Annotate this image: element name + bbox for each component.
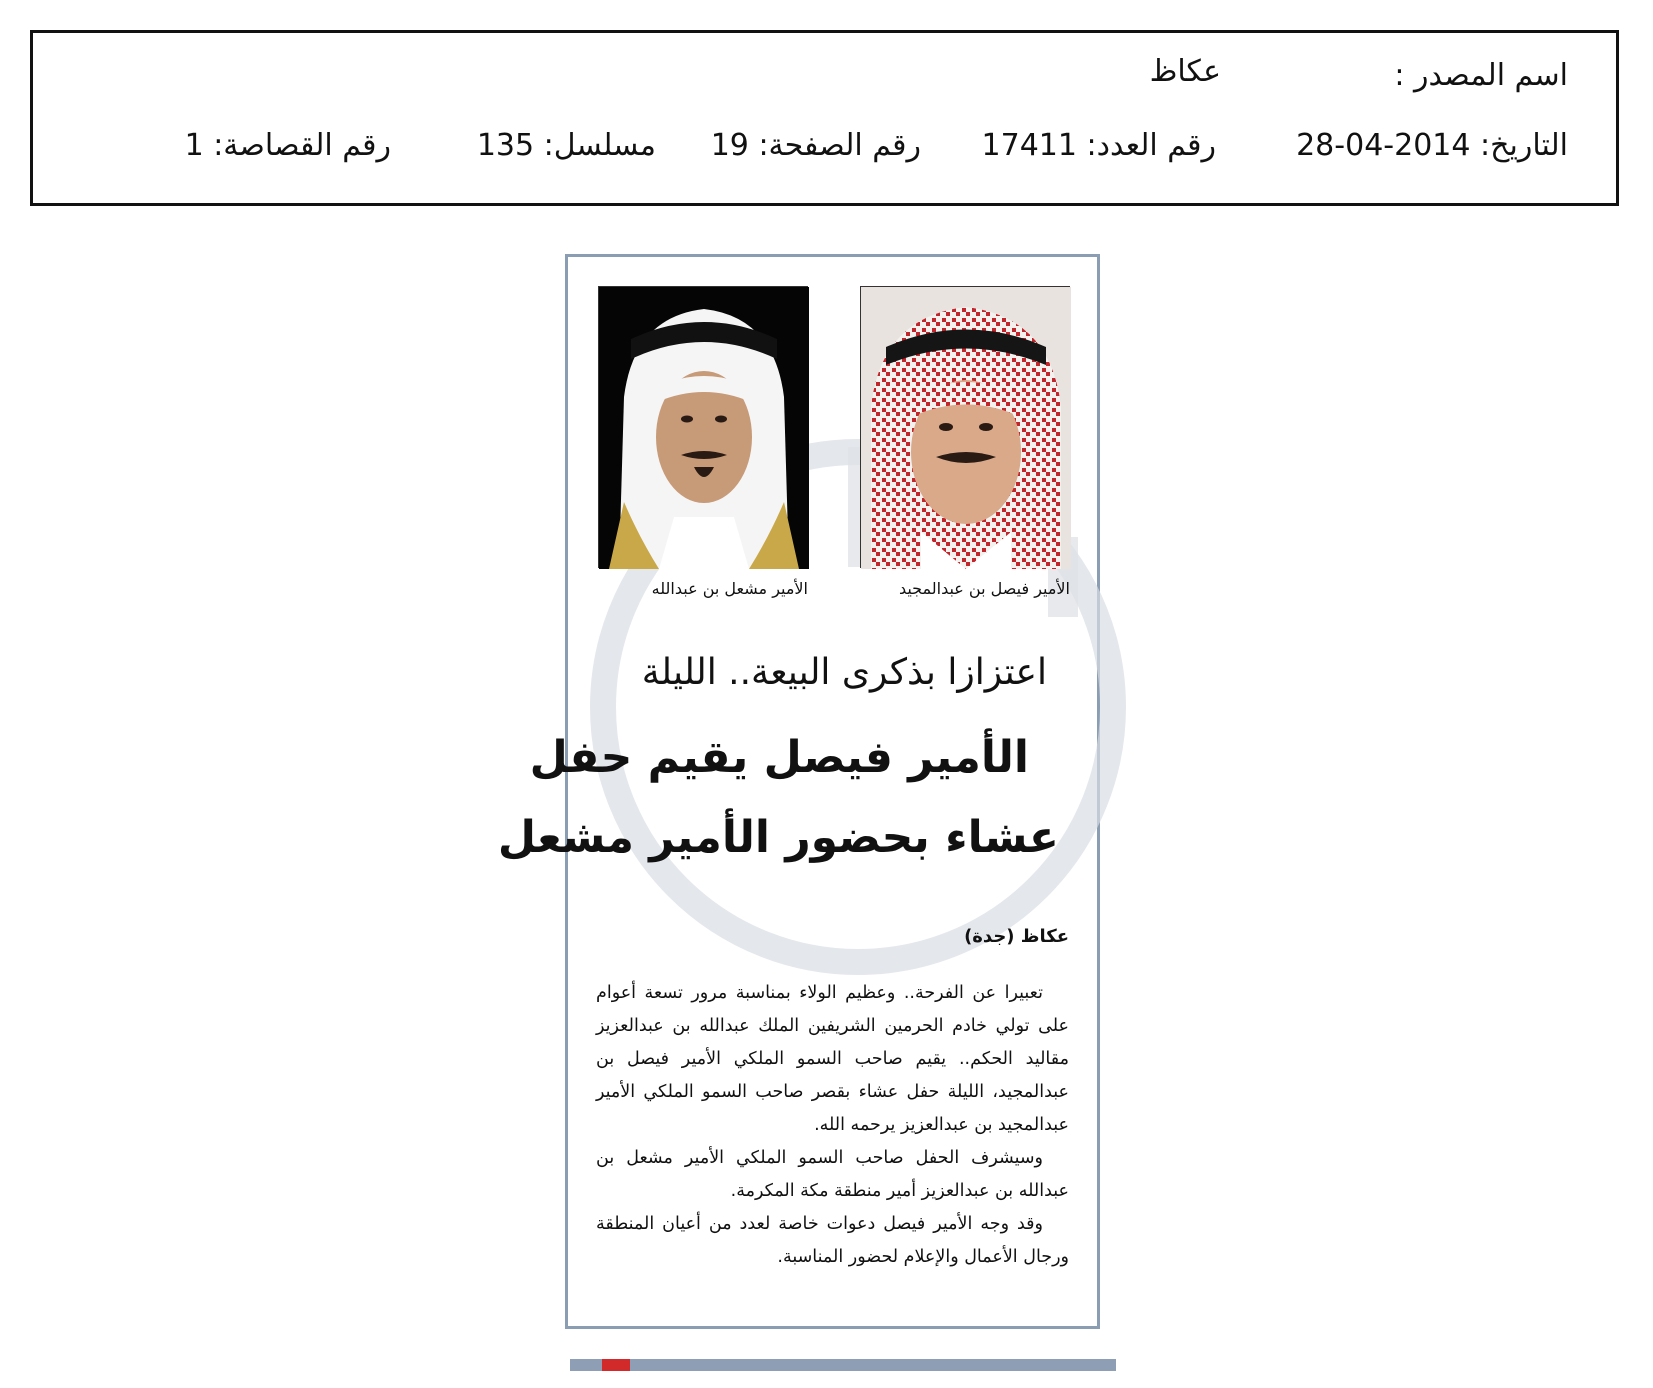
serial-label: مسلسل: 135 (476, 128, 656, 163)
photo-caption-mishaal: الأمير مشعل بن عبدالله (651, 579, 808, 598)
article-paragraph-2: وسيشرف الحفل صاحب السمو الملكي الأمير مشعل بن عبدالله بن عبدالعزيز أمير منطقة مكة المكرمة. (596, 1148, 1069, 1201)
strip-accent (602, 1359, 630, 1371)
clip-number-label: رقم القصاصة: 1 (184, 128, 391, 163)
issue-number-label: رقم العدد: 17411 (981, 128, 1216, 163)
date-label: التاريخ: 2014-04-28 (1296, 128, 1568, 163)
article-body (596, 977, 1069, 1274)
photo-prince-mishaal (598, 286, 808, 568)
article-paragraph-1: تعبيرا عن الفرحة.. وعظيم الولاء بمناسبة مرور تسعة أعوام على تولي خادم الحرمين الشريفين الملك عبدالله بن عبدالعزيز مقاليد الحكم.. يقيم صاحب السمو الملكي الأمير فيصل بن عبدالمجيد، الليلة حفل عشاء بقصر صاحب السمو الملكي الأمير عبدالمجيد بن عبدالعزيز يرحمه الله. (596, 983, 1069, 1135)
photo-caption-faisal: الأمير فيصل بن عبدالمجيد (898, 579, 1070, 598)
article-byline: عكاظ (جدة) (964, 926, 1069, 947)
bottom-color-strip (570, 1359, 1116, 1371)
headline-line-2: عشاء بحضور الأمير مشعل (497, 812, 1059, 863)
source-value: عكاظ (1149, 54, 1221, 89)
source-label: اسم المصدر : (1394, 58, 1568, 93)
newspaper-clipping (497, 254, 1100, 1329)
page-number-label: رقم الصفحة: 19 (710, 128, 921, 163)
article-paragraph-3: وقد وجه الأمير فيصل دعوات خاصة لعدد من أعيان المنطقة ورجال الأعمال والإعلام لحضور المناسبة. (596, 1214, 1069, 1267)
article-kicker: اعتزازا بذكرى البيعة.. الليلة (641, 652, 1047, 693)
headline-line-1: الأمير فيصل يقيم حفل (529, 732, 1029, 783)
source-info-box (30, 30, 1619, 206)
photo-prince-faisal (860, 286, 1070, 568)
